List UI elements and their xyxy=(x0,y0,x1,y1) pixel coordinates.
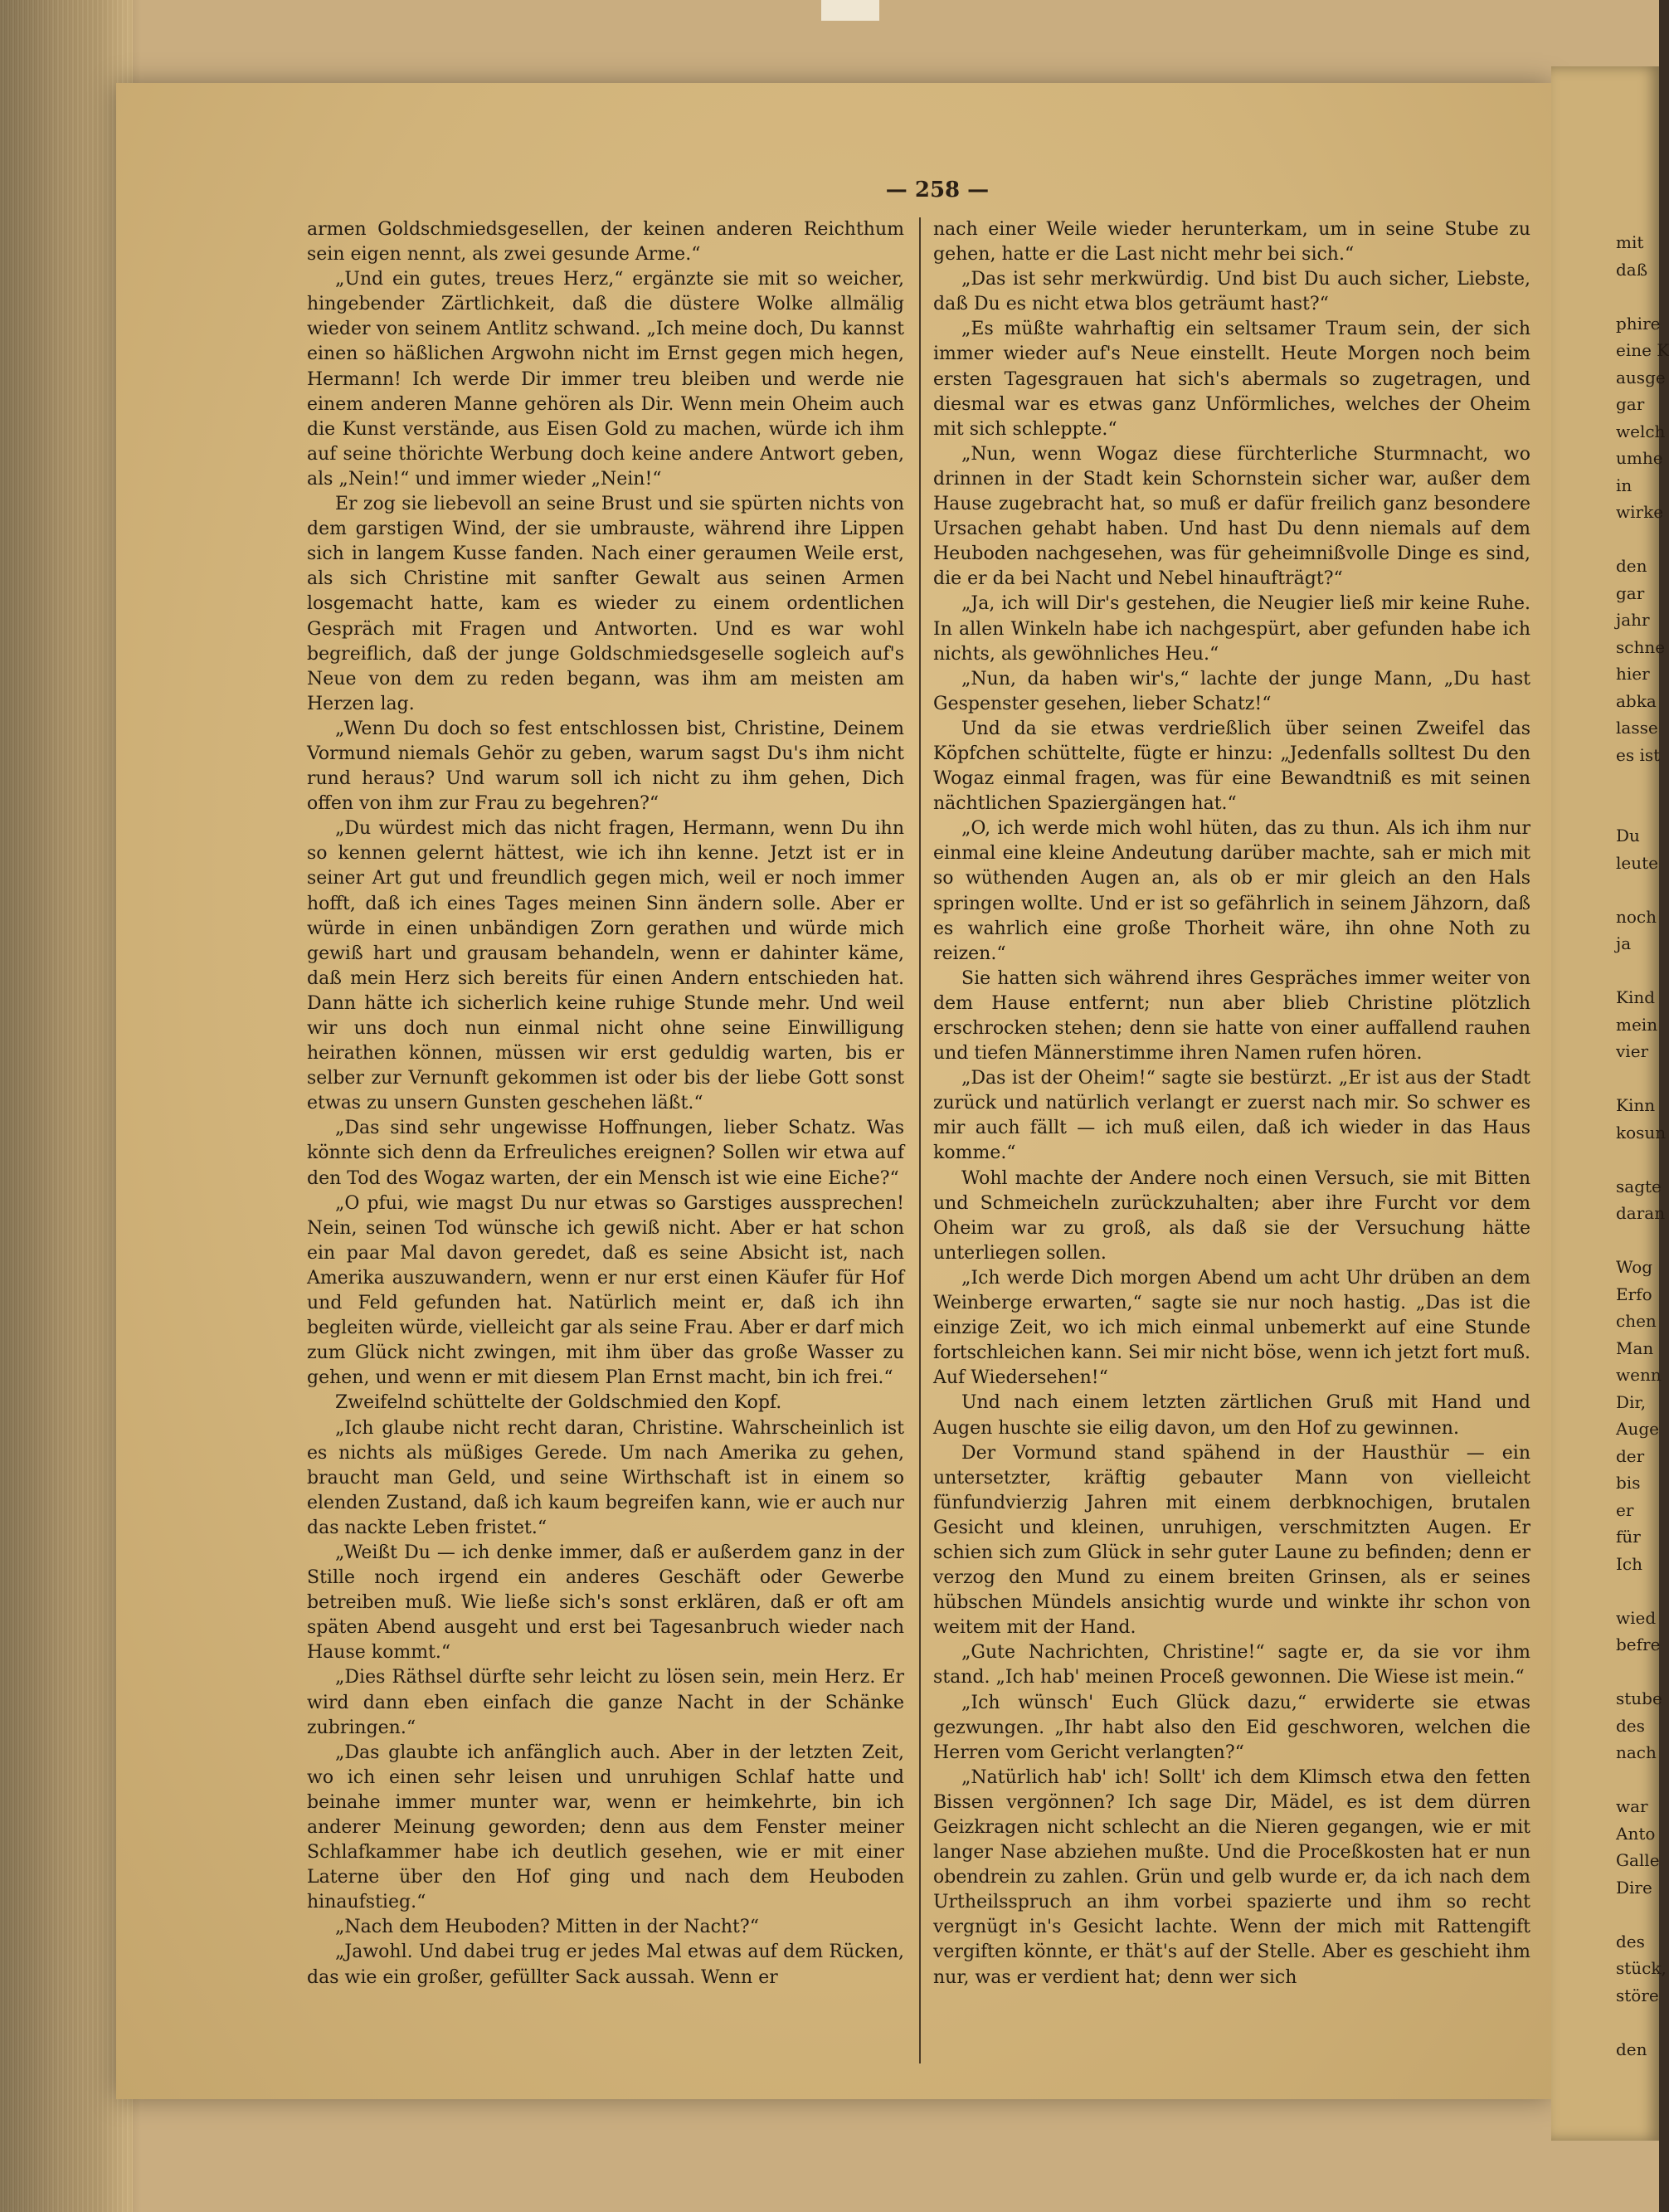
paragraph: „Ja, ich will Dir's gestehen, die Neugier ließ mir keine Ruhe. In allen Winkeln habe ich nachgespürt, aber gefunden habe ich nichts, als gewöhnliches Heu.“ xyxy=(933,593,1530,665)
facing-page-word-fragment: Dire xyxy=(1616,1877,1652,1898)
facing-page-word-fragment: störe xyxy=(1616,1985,1659,2005)
paragraph: Sie hatten sich während ihres Gespräches immer weiter von dem Hause entfernt; nun aber blieb Christine plötzlich erschrocken stehen; denn sie hatte von einer auffallend rauhen und tiefen Männerstimme ihren Namen rufen hören. xyxy=(933,967,1530,1065)
facing-page-word-fragment: kosun xyxy=(1616,1122,1667,1143)
paragraph: „Nun, wenn Wogaz diese fürchterliche Sturmnacht, wo drinnen in der Stadt kein Schornstein sicher war, außer dem Hause zugebracht hat, so muß er dafür freilich ganz besondere Ursachen gehabt haben. Und hast Du denn niemals auf dem Heuboden nachgesehen, was für geheimnißvolle Dinge es sind, die er da bei Nacht und Nebel hinaufträgt?“ xyxy=(933,443,1530,590)
facing-page-word-fragment: bis xyxy=(1616,1473,1641,1493)
facing-page-word-fragment: daß xyxy=(1616,259,1648,280)
facing-page-word-fragment: chen xyxy=(1616,1311,1657,1331)
facing-page-word-fragment: schne xyxy=(1616,636,1666,657)
facing-page-word-fragment: stück, xyxy=(1616,1958,1667,1978)
facing-page-word-fragment: umhe xyxy=(1616,448,1663,468)
facing-page-word-fragment: sagte xyxy=(1616,1176,1662,1196)
paragraph: „Du würdest mich das nicht fragen, Hermann, wenn Du ihn so kennen gelernt hättest, wie ich ihn kenne. Jetzt ist er in seiner Art gut und freundlich gegen mich, weil er noch immer hofft, daß ich eines Tages meinen Sinn ändern solle. Aber er würde in einen unbändigen Zorn gerathen und würde mich gewiß hart und grausam behandeln, wenn er dahinter käme, daß mein Herz sich bereits für einen Andern entschieden hat. Dann hätte ich sicherlich keine ruhige Stunde mehr. Und weil wir uns doch nun einmal nicht ohne seine Einwilligung heirathen können, müssen wir erst geduldig warten, bis er selber zur Vernunft gekommen ist oder bis der liebe Gott sonst etwas zu unsern Gunsten geschehen läßt.“ xyxy=(307,818,904,1114)
paragraph: Der Vormund stand spähend in der Hausthür — ein untersetzter, kräftig gebauter Mann von vielleicht fünfundvierzig Jahren mit einem derbknochigen, brutalen Gesicht und kleinen, unruhigen, verschmitzten Augen. Er schien sich zum Glück in sehr guter Laune zu befinden; denn er verzog den Mund zu einem breiten Grinsen, als er seines hübschen Mündels ansichtig wurde und winkte ihr schon von weitem mit der Hand. xyxy=(933,1442,1530,1639)
paragraph: nach einer Weile wieder herunterkam, um in seine Stube zu gehen, hatte er die Last nicht mehr bei sich.“ xyxy=(933,219,1530,266)
facing-page-word-fragment: der xyxy=(1616,1445,1645,1466)
facing-page-word-fragment: wied xyxy=(1616,1607,1657,1628)
paragraph: armen Goldschmiedsgesellen, der keinen anderen Reichthum sein eigen nennt, als zwei gesunde Arme.“ xyxy=(307,219,904,266)
facing-page-word-fragment: daran xyxy=(1616,1203,1666,1223)
facing-page-word-fragment: Man xyxy=(1616,1337,1654,1358)
paragraph: „Nach dem Heuboden? Mitten in der Nacht?“ xyxy=(335,1917,759,1938)
facing-page-word-fragment: gar xyxy=(1616,394,1645,414)
scan-notch xyxy=(821,0,879,21)
right-text-column xyxy=(933,217,1530,2068)
facing-page-word-fragment: Kind xyxy=(1616,987,1656,1007)
paragraph: Und nach einem letzten zärtlichen Gruß mit Hand und Augen huschte sie eilig davon, um den Hof zu gewinnen. xyxy=(933,1392,1530,1439)
facing-page-word-fragment: welch xyxy=(1616,421,1666,441)
facing-page-word-fragment: ja xyxy=(1616,933,1632,953)
facing-page-word-fragment: Erfo xyxy=(1616,1284,1652,1304)
paragraph: „O, ich werde mich wohl hüten, das zu thun. Als ich ihm nur einmal eine kleine Andeutung darüber machte, sah er mich mit so wüthenden Augen an, als ob er mir gleich an den Hals springen wollte. Und er ist so gefährlich in seinem Jähzorn, daß es wahrlich eine große Thorheit wäre, ihn ohne Noth zu reizen.“ xyxy=(933,818,1530,964)
paragraph: „Jawohl. Und dabei trug er jedes Mal etwas auf dem Rücken, das wie ein großer, gefüllter Sack aussah. Wenn er xyxy=(307,1942,904,1988)
paragraph: Zweifelnd schüttelte der Goldschmied den Kopf. xyxy=(335,1392,782,1414)
book-spine-edge xyxy=(0,0,133,2212)
paragraph: „Weißt Du — ich denke immer, daß er außerdem ganz in der Stille noch irgend ein anderes Geschäft oder Gewerbe betreiben muß. Wie ließe sich's sonst erklären, daß er oft am späten Abend ausgeht und erst bei Tagesanbruch wieder nach Hause kommt.“ xyxy=(307,1542,904,1664)
facing-page-word-fragment: gar xyxy=(1616,582,1645,603)
facing-page-word-fragment: ausge xyxy=(1616,367,1666,387)
facing-page-word-fragment: Anto xyxy=(1616,1823,1656,1844)
facing-page-word-fragment: phire xyxy=(1616,313,1661,334)
paragraph: „Das ist sehr merkwürdig. Und bist Du auch sicher, Liebste, daß Du es nicht etwa blos geträumt hast?“ xyxy=(933,269,1530,315)
paragraph: Und da sie etwas verdrießlich über seinen Zweifel das Köpfchen schüttelte, fügte er hinzu: „Jedenfalls solltest Du den Wogaz einmal fragen, was für eine Bewandtniß es mit seinen nächtlichen Spaziergängen hat.“ xyxy=(933,718,1530,815)
facing-page-word-fragment: mein xyxy=(1616,1014,1658,1035)
facing-page-word-fragment: er xyxy=(1616,1499,1634,1520)
facing-page-word-fragment: den xyxy=(1616,556,1647,576)
facing-page-word-fragment: abka xyxy=(1616,690,1657,711)
facing-page-word-fragment: Wog xyxy=(1616,1257,1653,1277)
paragraph: „Wenn Du doch so fest entschlossen bist, Christine, Deinem Vormund niemals Gehör zu geben, warum sagst Du's ihm nicht rund heraus? Und warum soll ich nicht zu ihm gehen, Dich offen von ihm zur Frau zu begehren?“ xyxy=(307,718,904,815)
facing-page-word-fragment: noch xyxy=(1616,906,1657,927)
facing-page-word-fragment: stube xyxy=(1616,1688,1662,1708)
paragraph: „Gute Nachrichten, Christine!“ sagte er, da sie vor ihm stand. „Ich hab' meinen Proceß gewonnen. Die Wiese ist mein.“ xyxy=(933,1642,1530,1688)
facing-page-word-fragment: es ist xyxy=(1616,744,1661,765)
facing-page-word-fragment: in xyxy=(1616,475,1633,495)
facing-page-word-fragment: Dir, xyxy=(1616,1391,1647,1412)
facing-page-word-fragment: eine K xyxy=(1616,340,1669,360)
facing-page-word-fragment: des xyxy=(1616,1715,1645,1736)
facing-page-word-fragment: mit xyxy=(1616,232,1644,252)
paragraph: „O pfui, wie magst Du nur etwas so Garstiges aussprechen! Nein, seinen Tod wünsche ich gewiß nicht. Aber er hat schon ein paar Mal davon geredet, daß es seine Absicht ist, nach Amerika auszuwandern, wenn er nur erst einen Käufer für Hof und Feld gefunden hat. Natürlich meint er, daß ich ihn begleiten würde, vielleicht gar als seine Frau. Aber er darf mich zum Glück nicht zwingen, mit ihm über das große Wasser zu gehen, und wenn er mit diesem Plan Ernst macht, bin ich frei.“ xyxy=(307,1192,904,1389)
column-divider xyxy=(919,217,921,2063)
paragraph: „Es müßte wahrhaftig ein seltsamer Traum sein, der sich immer wieder auf's Neue einstellt. Heute Morgen noch beim ersten Tagesgrauen hat sich's abermals so zugetragen, und diesmal war es etwas ganz Unförmliches, welches der Oheim mit sich schleppte.“ xyxy=(933,319,1530,440)
facing-page-word-fragment: leute xyxy=(1616,852,1658,873)
facing-page-word-fragment: Galle xyxy=(1616,1850,1660,1870)
facing-page-word-fragment: Auge xyxy=(1616,1419,1659,1439)
facing-page-word-fragment: Kinn xyxy=(1616,1095,1656,1115)
paragraph: „Das glaubte ich anfänglich auch. Aber in der letzten Zeit, wo ich einen sehr leisen und unruhigen Schlaf hatte und beinahe immer munter war, wenn er heimkehrte, bin ich anderer Meinung geworden; denn aus dem Fenster meiner Schlafkammer habe ich deutlich gesehen, wie er mit einer Laterne über den Hof ging und nach dem Heuboden hinaufstieg.“ xyxy=(307,1742,904,1913)
facing-page-word-fragment: vier xyxy=(1616,1041,1649,1061)
left-text-column xyxy=(307,217,904,2068)
facing-page-word-fragment: nach xyxy=(1616,1742,1657,1762)
facing-page-word-fragment: wenn xyxy=(1616,1365,1662,1385)
facing-page-word-fragment: wirke xyxy=(1616,502,1664,522)
paragraph: „Das sind sehr ungewisse Hoffnungen, lieber Schatz. Was könnte sich denn da Erfreuliches ereignen? Sollen wir etwa auf den Tod des Wogaz warten, der ein Mensch ist wie eine Eiche?“ xyxy=(307,1118,904,1189)
paragraph: Wohl machte der Andere noch einen Versuch, sie mit Bitten und Schmeicheln zurückzuhalten; aber ihre Furcht vor dem Oheim war zu groß, als daß sie der Versuchung hätte unterliegen sollen. xyxy=(933,1167,1530,1264)
paragraph: „Natürlich hab' ich! Sollt' ich dem Klimsch etwa den fetten Bissen vergönnen? Ich sage Dir, Mädel, es ist dem dürren Geizkragen nicht schlecht an die Nieren gegangen, wie er mit langer Nase abziehen mußte. Und die Proceßkosten hat er nun obendrein zu zahlen. Grün und gelb wurde er, da ich nach dem Urtheilsspruch an ihm vorbei spazierte und ihm so recht vergnügt in's Gesicht lachte. Wenn der mich mit Rattengift vergiften könnte, er thät's auf der Stelle. Aber es geschieht ihm nur, was er verdient hat; denn wer sich xyxy=(933,1766,1530,1988)
facing-page-word-fragment: hier xyxy=(1616,664,1650,684)
facing-page-word-fragment: war xyxy=(1616,1796,1648,1816)
paragraph: „Nun, da haben wir's,“ lachte der junge Mann, „Du hast Gespenster gesehen, lieber Schatz!“ xyxy=(933,668,1530,714)
paragraph: „Ich glaube nicht recht daran, Christine. Wahrscheinlich ist es nichts als müßiges Gerede. Um nach Amerika zu gehen, braucht man Geld, und seine Wirthschaft ist in einem so elenden Zustand, daß ich kaum begreifen kann, wie er auch nur das nackte Leben fristet.“ xyxy=(307,1417,904,1538)
facing-page-word-fragment: lasse xyxy=(1616,718,1658,738)
facing-page-word-fragment: Ich xyxy=(1616,1553,1642,1574)
paragraph: „Ich werde Dich morgen Abend um acht Uhr drüben an dem Weinberge erwarten,“ sagte sie nur noch hastig. „Das ist die einzige Zeit, wo ich mich einmal unbemerkt auf eine Stunde fortschleichen kann. Sei mir nicht böse, wenn ich jetzt fort muß. Auf Wiedersehen!“ xyxy=(933,1267,1531,1389)
paragraph: „Dies Räthsel dürfte sehr leicht zu lösen sein, mein Herz. Er wird dann eben einfach die ganze Nacht in der Schänke zubringen.“ xyxy=(307,1667,904,1738)
facing-page-word-fragment: den xyxy=(1616,2039,1647,2059)
page-number: — 258 — xyxy=(885,178,990,202)
facing-page-word-fragment: des xyxy=(1616,1931,1645,1951)
paragraph: „Das ist der Oheim!“ sagte sie bestürzt. „Er ist aus der Stadt zurück und natürlich verlangt er zuerst nach mir. So schwer es mir auch fällt — ich muß eilen, daß ich wieder in das Haus komme.“ xyxy=(933,1068,1530,1164)
facing-page-word-fragment: befre xyxy=(1616,1635,1661,1654)
paragraph: „Ich wünsch' Euch Glück dazu,“ erwiderte sie etwas gezwungen. „Ihr habt also den Eid geschworen, welchen die Herren vom Gericht verlangten?“ xyxy=(933,1692,1530,1763)
facing-page-word-fragment: jahr xyxy=(1616,610,1650,630)
paragraph: Er zog sie liebevoll an seine Brust und sie spürten nichts von dem garstigen Wind, der sie umbrauste, während ihre Lippen sich in langem Kusse fanden. Nach einer geraumen Weile erst, als sich Christine mit sanfter Gewalt aus seinen Armen losgemacht hatte, kam es wieder zu einem ordentlichen Gespräch mit Fragen und Antworten. Und es war wohl begreiflich, daß der junge Goldschmiedsgeselle sogleich auf's Neue von dem zu reden begann, was ihm am meisten am Herzen lag. xyxy=(307,494,904,714)
facing-page-word-fragment: Du xyxy=(1616,826,1640,845)
paragraph: „Und ein gutes, treues Herz,“ ergänzte sie mit so weicher, hingebender Zärtlichkeit, daß die düstere Wolke allmälig wieder von seinem Antlitz schwand. „Ich meine doch, Du kannst einen so häßlichen Argwohn nicht im Ernst gegen mich hegen, Hermann! Ich werde Dir immer treu bleiben und werde nie einem anderen Manne gehören als Dir. Wenn mein Oheim auch die Kunst verstände, aus Eisen Gold zu machen, würde ich ihm auf seine thörichte Werbung doch keine andere Antwort geben, als „Nein!“ und immer wieder „Nein!“ xyxy=(307,269,904,490)
facing-page-word-fragment: für xyxy=(1616,1527,1641,1547)
